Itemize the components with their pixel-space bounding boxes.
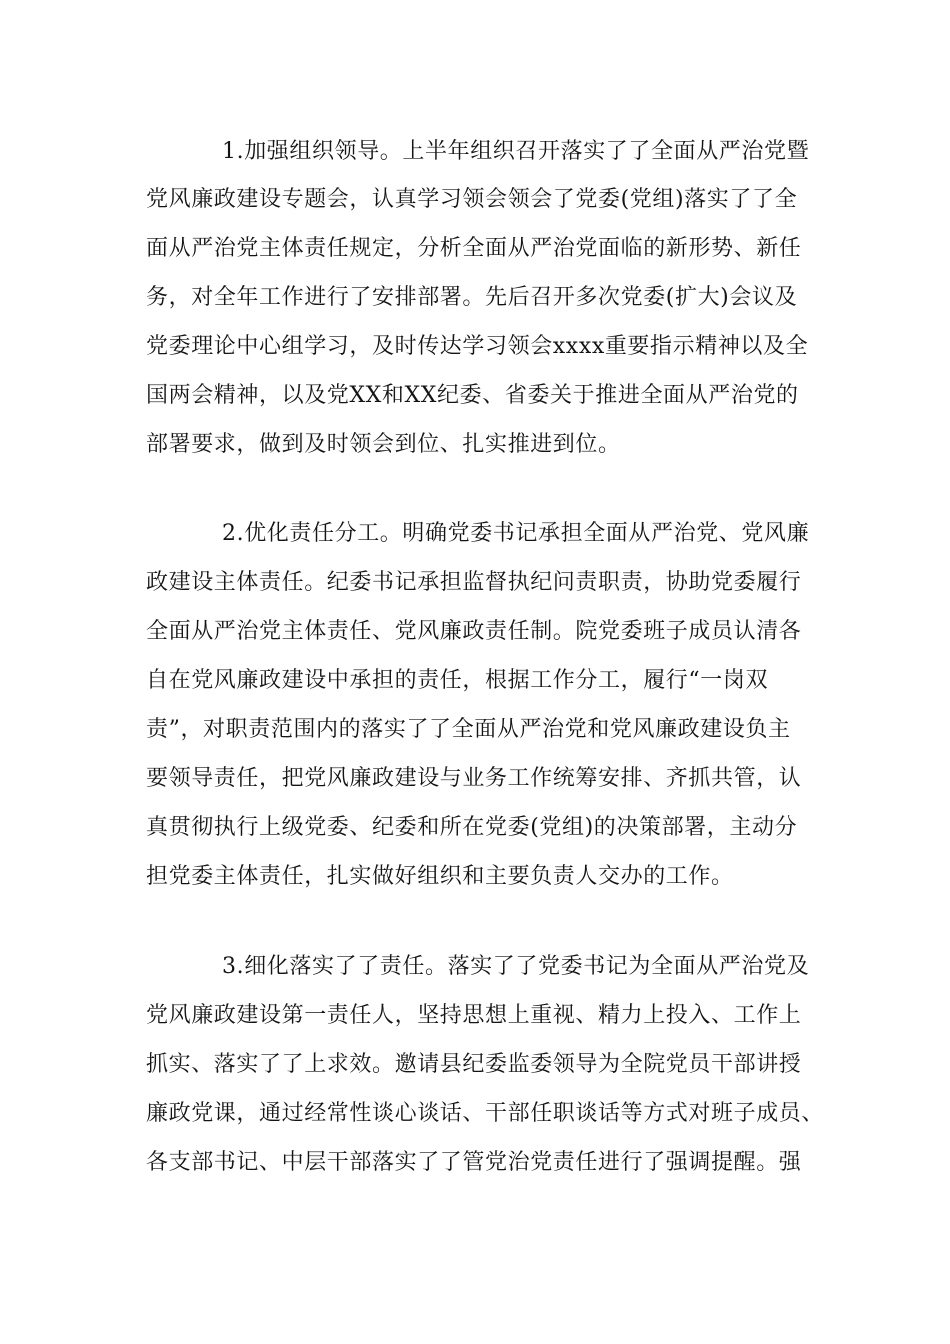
text-line: 3.细化落实了了责任。落实了了党委书记为全面从严治党及 xyxy=(222,954,810,979)
text-line: 2.优化责任分工。明确党委书记承担全面从严治党、党风廉 xyxy=(222,521,810,546)
text-line: 党风廉政建设专题会，认真学习领会领会了党委(党组)落实了了全 xyxy=(146,187,798,212)
text-line: 政建设主体责任。纪委书记承担监督执纪问责职责，协助党委履行 xyxy=(146,570,802,595)
text-line: 抓实、落实了了上求效。邀请县纪委监委领导为全院党员干部讲授 xyxy=(146,1052,802,1077)
text-line: 责”，对职责范围内的落实了了全面从严治党和党风廉政建设负主 xyxy=(146,717,791,742)
text-line: 要领导责任，把党风廉政建设与业务工作统筹安排、齐抓共管，认 xyxy=(146,766,802,791)
text-line: 自在党风廉政建设中承担的责任，根据工作分工，履行“一岗双 xyxy=(146,668,769,693)
text-line: 各支部书记、中层干部落实了了管党治党责任进行了强调提醒。强 xyxy=(146,1150,802,1175)
text-line: 务，对全年工作进行了安排部署。先后召开多次党委(扩大)会议及 xyxy=(146,285,798,310)
text-line: 真贯彻执行上级党委、纪委和所在党委(党组)的决策部署，主动分 xyxy=(146,815,798,840)
text-line: 廉政党课，通过经常性谈心谈话、干部任职谈话等方式对班子成员、 xyxy=(146,1101,825,1126)
text-line: 全面从严治党主体责任、党风廉政责任制。院党委班子成员认清各 xyxy=(146,619,802,644)
text-line: 部署要求，做到及时领会到位、扎实推进到位。 xyxy=(146,432,621,457)
text-line: 担党委主体责任，扎实做好组织和主要负责人交办的工作。 xyxy=(146,864,734,889)
text-line: 国两会精神，以及党XX和XX纪委、省委关于推进全面从严治党的 xyxy=(146,383,799,408)
text-line: 党委理论中心组学习，及时传达学习领会xxxx重要指示精神以及全 xyxy=(146,334,809,359)
text-line: 党风廉政建设第一责任人，坚持思想上重视、精力上投入、工作上 xyxy=(146,1003,802,1028)
text-line: 面从严治党主体责任规定，分析全面从严治党面临的新形势、新任 xyxy=(146,236,802,261)
text-line: 1.加强组织领导。上半年组织召开落实了了全面从严治党暨 xyxy=(222,139,810,164)
